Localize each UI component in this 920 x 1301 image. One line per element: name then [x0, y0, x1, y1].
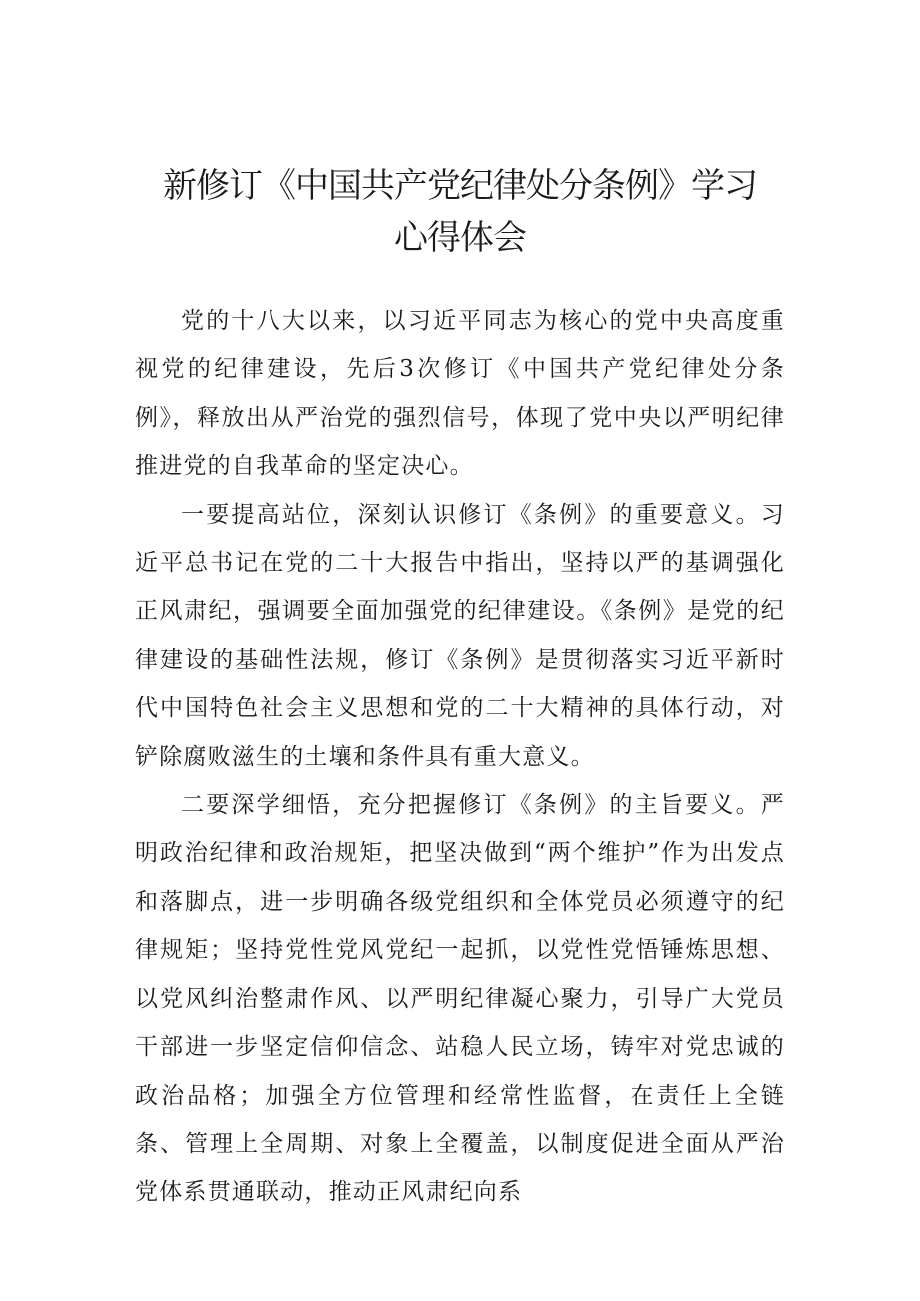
document-title [120, 160, 800, 264]
paragraph-point-two: 二要深学细悟，充分把握修订《条例》的主旨要义。严明政治纪律和政治规矩，把坚决做到“两个维护”作为出发点和落脚点，进一步明确各级党组织和全体党员必须遵守的纪律规矩；坚持党性党风党纪一起抓，以党性党悟锤炼思想、以党风纠治整肃作风、以严明纪律凝心聚力，引导广大党员干部进一步坚定信仰信念、站稳人民立场，铸牢对党忠诚的政治品格；加强全方位管理和经常性监督，在责任上全链条、管理上全周期、对象上全覆盖，以制度促进全面从严治党体系贯通联动，推动正风肃纪向系 [135, 792, 785, 1206]
paragraph-intro: 党的十八大以来，以习近平同志为核心的党中央高度重视党的纪律建设，先后3次修订《中国共产党纪律处分条例》，释放出从严治党的强烈信号，体现了党中央以严明纪律推进党的自我革命的坚定决心。 [135, 308, 785, 480]
paragraph-point-one: 一要提高站位，深刻认识修订《条例》的重要意义。习近平总书记在党的二十大报告中指出，坚持以严的基调强化正风肃纪，强调要全面加强党的纪律建设。《条例》是党的纪律建设的基础性法规，修订《条例》是贯彻落实习近平新时代中国特色社会主义思想和党的二十大精神的具体行动，对铲除腐败滋生的土壤和条件具有重大意义。 [135, 501, 785, 770]
document-body [135, 297, 785, 1217]
title-line-1: 新修订《中国共产党纪律处分条例》学习 [163, 166, 757, 206]
title-line-2: 心得体会 [394, 218, 526, 258]
